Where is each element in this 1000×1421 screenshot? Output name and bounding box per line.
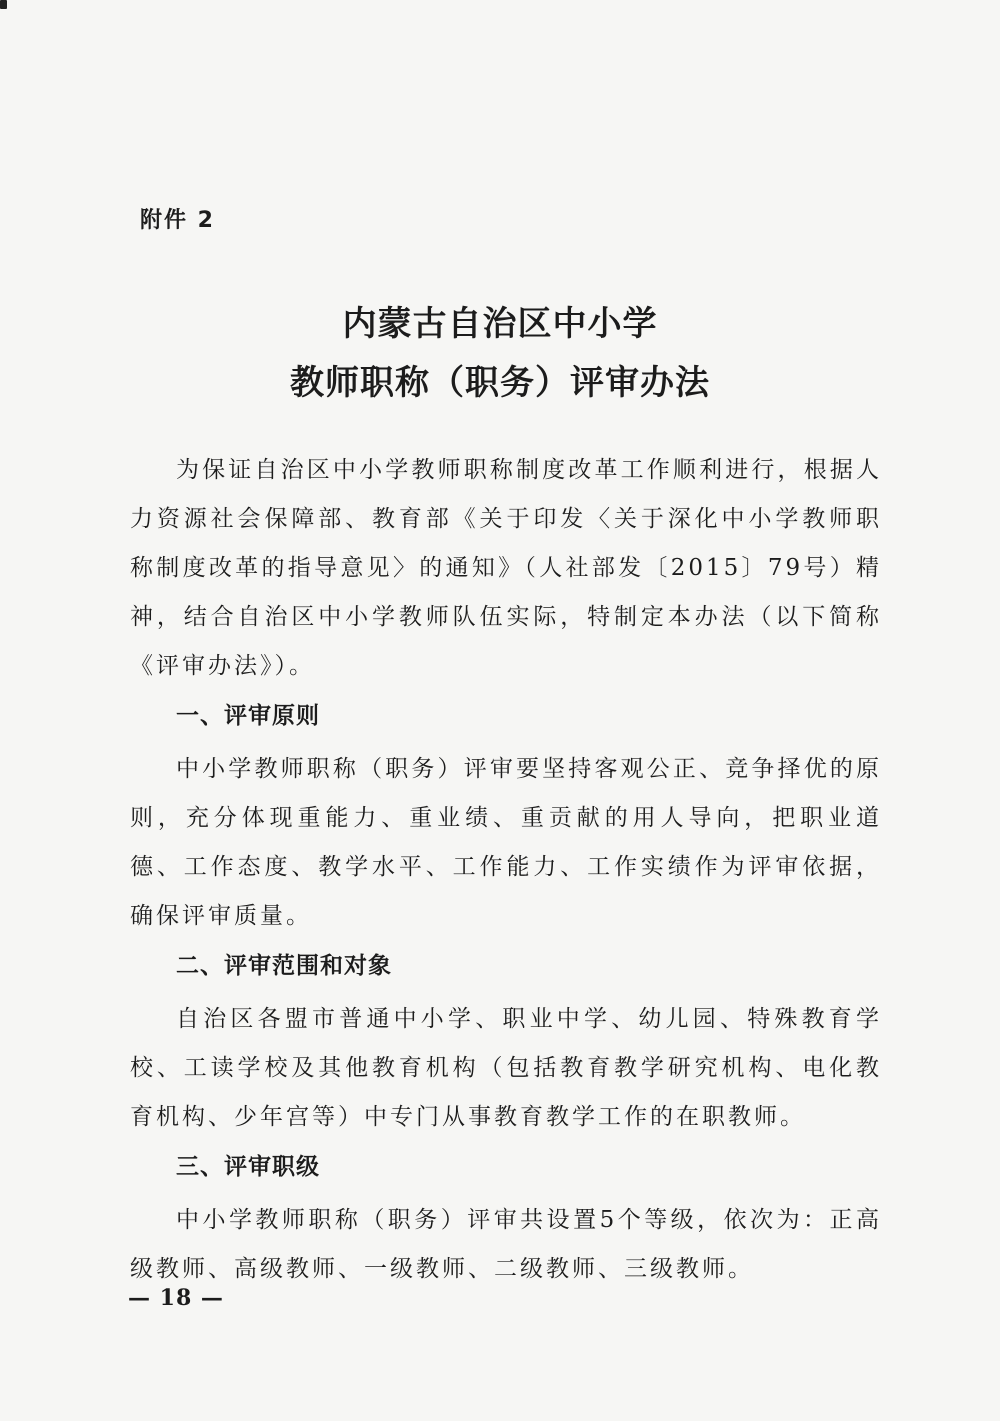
section-text-scope: 自治区各盟市普通中小学、职业中学、幼儿园、特殊教育学校、工读学校及其他教育机构（包括教育教学研究机构、电化教育机构、少年宫等）中专门从事教育教学工作的在职教师。 xyxy=(130,1006,882,1130)
document-title-line-2: 教师职称（职务）评审办法 xyxy=(290,363,710,403)
section-text-principles: 中小学教师职称（职务）评审要坚持客观公正、竞争择优的原则，充分体现重能力、重业绩、重贡献的用人导向，把职业道德、工作态度、教学水平、工作能力、工作实绩作为评审依据，确保评审质量。 xyxy=(130,756,882,929)
page-number: — 18 — xyxy=(128,1285,224,1311)
section-text-levels: 中小学教师职称（职务）评审共设置5个等级，依次为：正高级教师、高级教师、一级教师、二级教师、三级教师。 xyxy=(130,1207,882,1282)
section-heading-scope: 二、评审范围和对象 xyxy=(176,953,392,979)
section-heading-principles: 一、评审原则 xyxy=(176,703,320,729)
document-title-line-1: 内蒙古自治区中小学 xyxy=(342,304,658,344)
intro-paragraph: 为保证自治区中小学教师职称制度改革工作顺利进行，根据人力资源社会保障部、教育部《关于印发〈关于深化中小学教师职称制度改革的指导意见〉的通知》（人社部发〔2015〕79号）精神，结合自治区中小学教师队伍实际，特制定本办法（以下简称《评审办法》）。 xyxy=(130,457,882,679)
scan-mark xyxy=(0,0,7,9)
section-heading-levels: 三、评审职级 xyxy=(176,1154,320,1180)
attachment-label: 附件 2 xyxy=(140,208,215,233)
document-body xyxy=(130,446,882,1294)
